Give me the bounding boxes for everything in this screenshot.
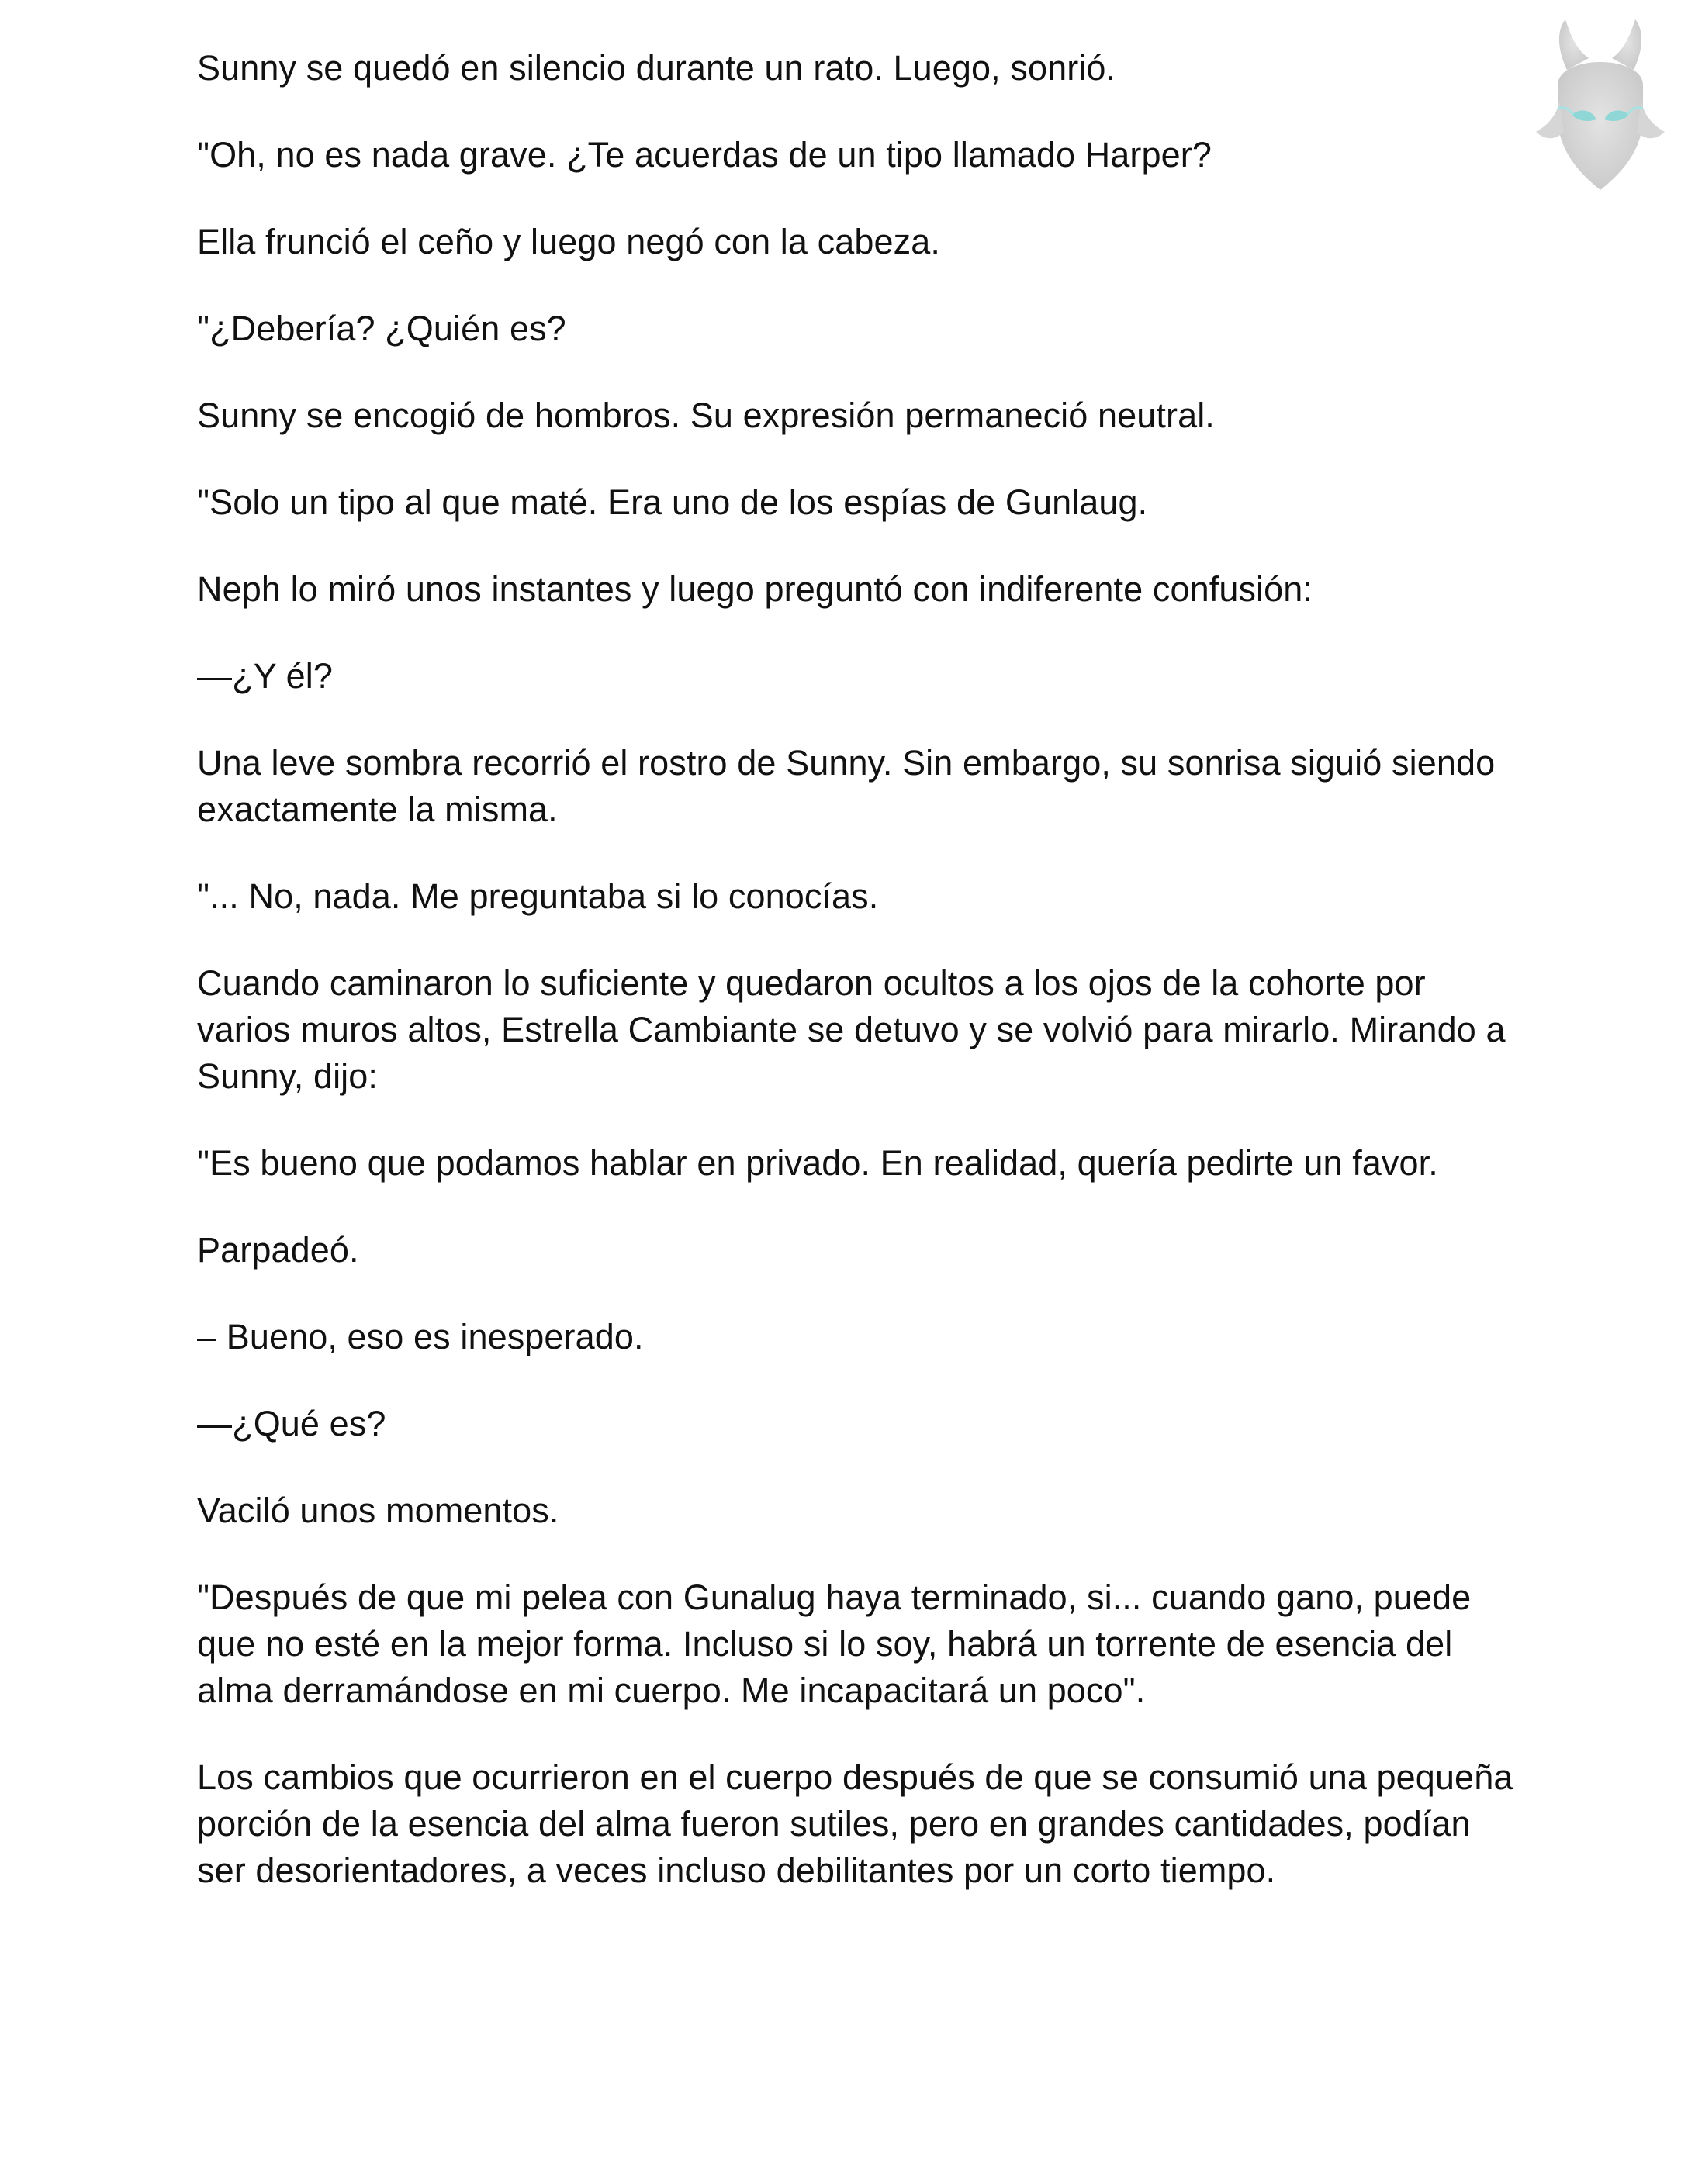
paragraph: Sunny se quedó en silencio durante un rato. Luego, sonrió. bbox=[197, 48, 1116, 88]
paragraph: Vaciló unos momentos. bbox=[197, 1491, 559, 1530]
paragraph: – Bueno, eso es inesperado. bbox=[197, 1317, 644, 1356]
paragraph: Parpadeó. bbox=[197, 1230, 359, 1270]
paragraph: Sunny se encogió de hombros. Su expresión permaneció neutral. bbox=[197, 396, 1215, 435]
paragraph: Una leve sombra recorrió el rostro de Sunny. Sin embargo, su sonrisa siguió siendo exactamente la misma. bbox=[197, 743, 1496, 829]
paragraph: Ella frunció el ceño y luego negó con la cabeza. bbox=[197, 222, 940, 261]
paragraph: "Solo un tipo al que maté. Era uno de los espías de Gunlaug. bbox=[197, 482, 1148, 522]
document-body bbox=[197, 45, 1516, 1934]
paragraph: "Oh, no es nada grave. ¿Te acuerdas de un tipo llamado Harper? bbox=[197, 135, 1212, 175]
paragraph: "... No, nada. Me preguntaba si lo conocías. bbox=[197, 876, 879, 916]
paragraph: —¿Qué es? bbox=[197, 1404, 386, 1443]
paragraph: "¿Debería? ¿Quién es? bbox=[197, 309, 566, 348]
demon-head-icon bbox=[1527, 16, 1674, 194]
paragraph: "Es bueno que podamos hablar en privado. En realidad, quería pedirte un favor. bbox=[197, 1143, 1438, 1183]
paragraph: Los cambios que ocurrieron en el cuerpo después de que se consumió una pequeña porción de la esencia del alma fueron sutiles, pero en grandes cantidades, podían ser desorientadores, a veces incluso debilitantes por un corto tiempo. bbox=[197, 1757, 1513, 1890]
paragraph: "Después de que mi pelea con Gunalug haya terminado, si... cuando gano, puede que no esté en la mejor forma. Incluso si lo soy, habrá un torrente de esencia del alma derramándose en mi cuerpo. Me incapacitará un poco". bbox=[197, 1578, 1472, 1710]
paragraph: —¿Y él? bbox=[197, 656, 333, 696]
paragraph: Neph lo miró unos instantes y luego preguntó con indiferente confusión: bbox=[197, 569, 1313, 609]
paragraph: Cuando caminaron lo suficiente y quedaron ocultos a los ojos de la cohorte por varios muros altos, Estrella Cambiante se detuvo y se volvió para mirarlo. Mirando a Sunny, dijo: bbox=[197, 963, 1506, 1096]
